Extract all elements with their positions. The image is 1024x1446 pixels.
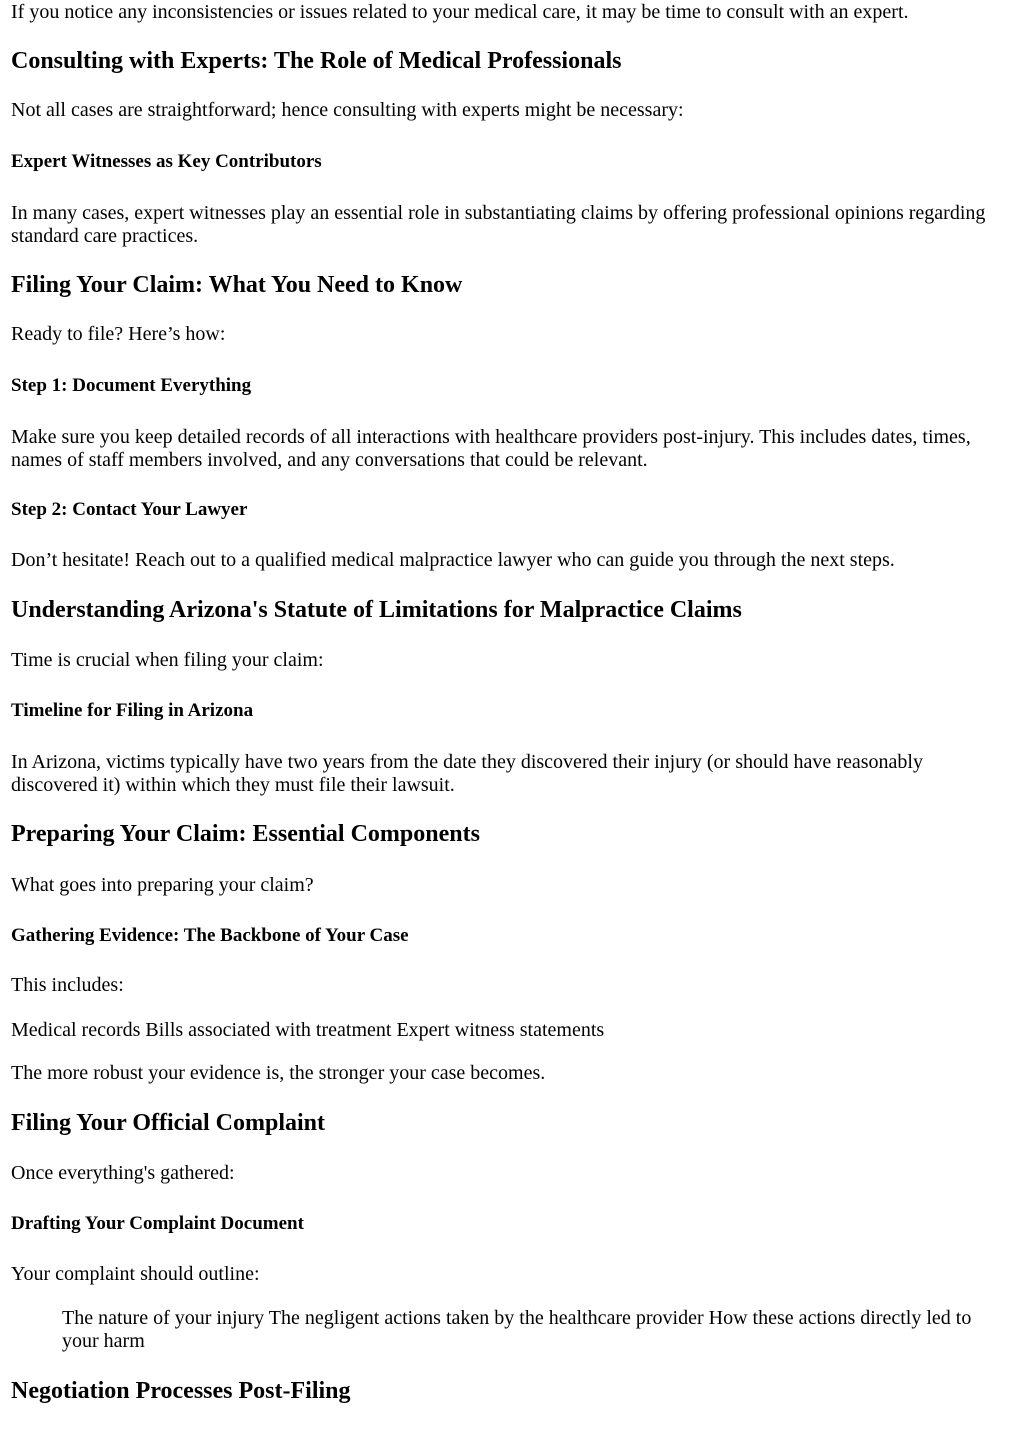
step1-paragraph: Make sure you keep detailed records of all interactions with healthcare providers post-injury. This includes dates, times, names of staff members involved, and any conversations that could be relevant. bbox=[11, 426, 971, 471]
statute-heading: Understanding Arizona's Statute of Limitations for Malpractice Claims bbox=[11, 597, 742, 623]
expert-witnesses-paragraph: In many cases, expert witnesses play an essential role in substantiating claims by offering professional opinions regarding standard care practices. bbox=[11, 202, 986, 247]
step1-subheading: Step 1: Document Everything bbox=[11, 375, 252, 396]
step2-paragraph: Don’t hesitate! Reach out to a qualified medical malpractice lawyer who can guide you through the next steps. bbox=[11, 549, 895, 571]
includes-paragraph: This includes: bbox=[11, 974, 124, 996]
step2-subheading: Step 2: Contact Your Lawyer bbox=[11, 499, 248, 520]
consulting-heading: Consulting with Experts: The Role of Medical Professionals bbox=[11, 48, 622, 74]
official-complaint-heading: Filing Your Official Complaint bbox=[11, 1110, 326, 1136]
complaint-outline-paragraph: Your complaint should outline: bbox=[11, 1263, 260, 1285]
complaint-outline-list: The nature of your injury The negligent actions taken by the healthcare provider How these actions directly led to your harm bbox=[62, 1307, 972, 1352]
evidence-closing-paragraph: The more robust your evidence is, the stronger your case becomes. bbox=[11, 1062, 546, 1084]
timeline-subheading: Timeline for Filing in Arizona bbox=[11, 700, 254, 721]
preparing-heading: Preparing Your Claim: Essential Components bbox=[11, 821, 480, 847]
consulting-paragraph: Not all cases are straightforward; hence consulting with experts might be necessary: bbox=[11, 99, 684, 121]
filing-claim-heading: Filing Your Claim: What You Need to Know bbox=[11, 272, 463, 298]
negotiation-heading: Negotiation Processes Post-Filing bbox=[11, 1378, 351, 1404]
statute-paragraph: Time is crucial when filing your claim: bbox=[11, 649, 324, 671]
timeline-paragraph: In Arizona, victims typically have two years from the date they discovered their injury (or should have reasonably discovered it) within which they must file their lawsuit. bbox=[11, 751, 923, 796]
drafting-complaint-subheading: Drafting Your Complaint Document bbox=[11, 1213, 304, 1234]
preparing-paragraph: What goes into preparing your claim? bbox=[11, 874, 314, 896]
evidence-list-paragraph: Medical records Bills associated with treatment Expert witness statements bbox=[11, 1019, 605, 1041]
gathering-evidence-subheading: Gathering Evidence: The Backbone of Your Case bbox=[11, 925, 409, 946]
intro-paragraph: If you notice any inconsistencies or issues related to your medical care, it may be time to consult with an expert. bbox=[11, 1, 909, 23]
filing-claim-paragraph: Ready to file? Here’s how: bbox=[11, 323, 226, 345]
official-complaint-paragraph: Once everything's gathered: bbox=[11, 1162, 235, 1184]
expert-witnesses-subheading: Expert Witnesses as Key Contributors bbox=[11, 151, 322, 172]
